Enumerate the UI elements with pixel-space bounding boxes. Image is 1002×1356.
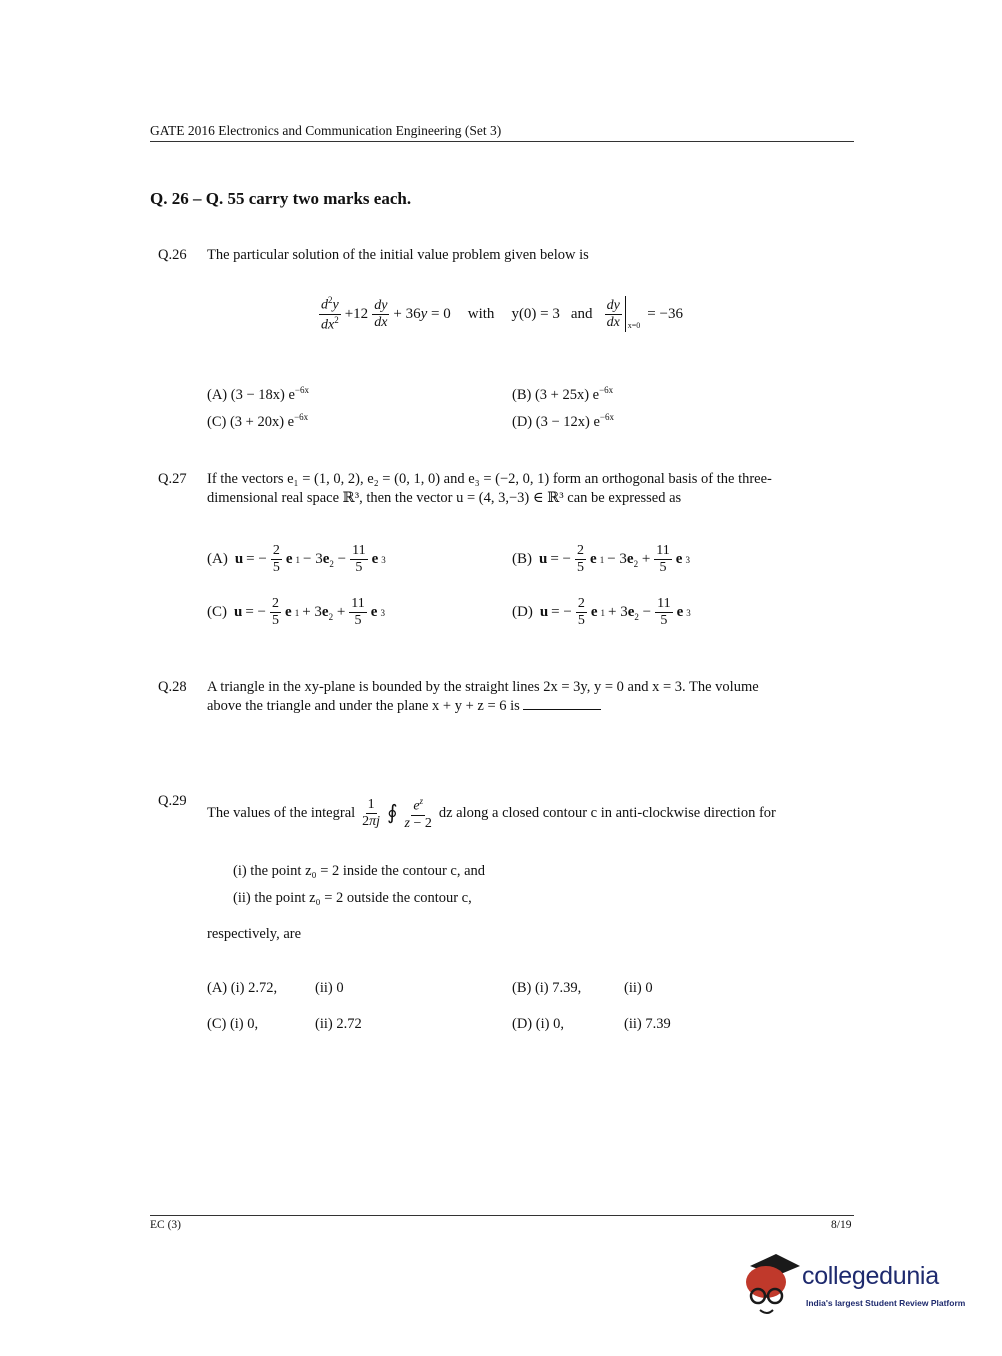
q26-and: and	[570, 305, 593, 322]
q26-option-d: (D) (3 − 12x) $e^{-6x}$	[512, 412, 614, 430]
q29-option-b-i: (B) (i) 7.39,	[512, 980, 582, 996]
footer-rule	[150, 1215, 854, 1216]
q27-line2: dimensional real space ℝ³, then the vector u = (4, 3,−3) ∈ ℝ³ can be expressed as	[207, 490, 682, 506]
page-number: 8/19	[831, 1219, 852, 1231]
q29-closing: respectively, are	[207, 926, 302, 942]
logo-tagline: India's largest Student Review Platform	[806, 1298, 966, 1308]
q29-option-d-ii: (ii) 7.39	[624, 1016, 671, 1032]
q29-option-c-i: (C) (i) 0,	[207, 1016, 259, 1032]
q29-lead: The values of the integral	[207, 805, 356, 822]
q26-option-a: (A) (3 − 18x) $e^{-6x}$	[207, 385, 309, 403]
q26-eval-sub: x=0	[627, 321, 641, 331]
q29-item1: (i) the point z₀ = 2 inside the contour c, and	[233, 863, 486, 879]
q26-condition: y(0) = 3	[511, 305, 560, 322]
q29-option-a-ii: (ii) 0	[315, 980, 344, 996]
q29-item2: (ii) the point z₀ = 2 outside the contour c,	[233, 890, 472, 906]
q29-tail: dz along a closed contour c in anti-clockwise direction for	[438, 805, 776, 822]
header-rule	[150, 141, 854, 142]
q27-option-d: (D) u = − $\frac{2}{5}$ e 1 + $3e_2$ − $\frac{11}{5}$ e 3	[512, 596, 691, 628]
q29-option-a-i: (A) (i) 2.72,	[207, 980, 278, 996]
q26-number: Q.26	[158, 247, 187, 263]
q29-option-c-ii: (ii) 2.72	[315, 1016, 362, 1032]
q27-option-a: (A) u = − $\frac{2}{5}$ e 1 − $3e_2$ − $\frac{11}{5}$ e 3	[207, 543, 386, 575]
q28-line1: A triangle in the xy-plane is bounded by the straight lines 2x = 3y, y = 0 and x = 3. The volume	[207, 679, 759, 695]
q26-equation: $\frac{d^2y}{dx^2}$ +12 $\frac{dy}{dx}$ + 36y = 0 with y(0) = 3 and $\frac{dy}{dx}$ x=0 = −36	[321, 295, 683, 333]
q29-integral-line: The values of the integral $\frac{1}{2\pi j}$ ∮ $\frac{e^z}{z - 2}$ dz along a closed contour c in anti-clockwise direction for	[207, 796, 776, 831]
q27-option-c: (C) u = − $\frac{2}{5}$ e 1 + $3e_2$ + $\frac{11}{5}$ e 3	[207, 596, 385, 628]
q29-number: Q.29	[158, 793, 187, 809]
q26-option-b: (B) (3 + 25x) $e^{-6x}$	[512, 385, 614, 403]
q28-line2-wrap	[207, 697, 601, 716]
section-title: Q. 26 – Q. 55 carry two marks each.	[150, 189, 412, 208]
page-header: GATE 2016 Electronics and Communication Engineering (Set 3)	[150, 123, 502, 138]
q26-option-c: (C) (3 + 20x) $e^{-6x}$	[207, 412, 309, 430]
answer-blank	[523, 697, 601, 710]
q27-line1: If the vectors e₁ = (1, 0, 2), e₂ = (0, 1, 0) and e₃ = (−2, 0, 1) form an orthogonal basis of the three-	[207, 471, 772, 487]
collegedunia-mascot-icon	[742, 1250, 802, 1320]
q26-rhs: = −36	[647, 305, 683, 322]
q26-with: with	[467, 305, 495, 322]
q27-number: Q.27	[158, 471, 187, 487]
q29-option-b-ii: (ii) 0	[624, 980, 653, 996]
q27-option-b: (B) u = − $\frac{2}{5}$ e 1 − $3e_2$ + $\frac{11}{5}$ e 3	[512, 543, 690, 575]
footer-left: EC (3)	[150, 1219, 181, 1231]
q28-number: Q.28	[158, 679, 187, 695]
collegedunia-logo: collegedunia	[802, 1262, 939, 1290]
q29-option-d-i: (D) (i) 0,	[512, 1016, 564, 1032]
q28-line2: above the triangle and under the plane x + y + z = 6 is	[207, 698, 520, 714]
q26-derivative-eval: $\frac{dy}{dx}$ x=0	[606, 297, 641, 331]
q26-text: The particular solution of the initial value problem given below is	[207, 247, 589, 263]
